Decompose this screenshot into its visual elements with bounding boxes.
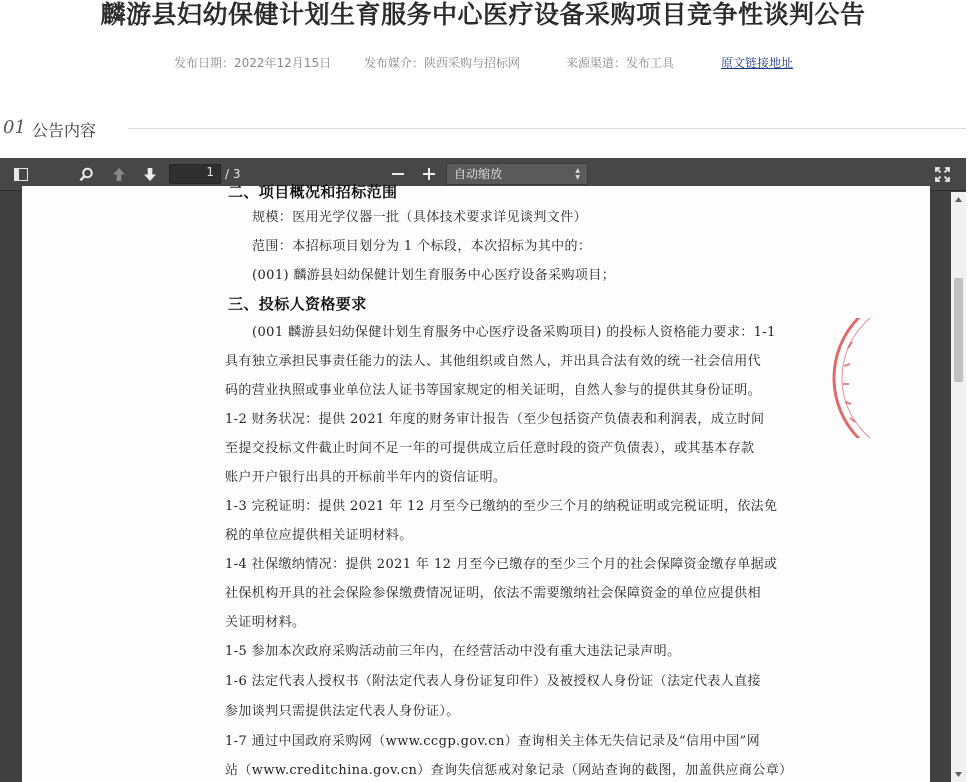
zoom-select[interactable] <box>446 163 588 185</box>
meta-row <box>0 54 966 70</box>
original-link[interactable]: 原文链接地址 <box>721 56 794 70</box>
document-area <box>0 183 966 782</box>
scroll-down-icon[interactable] <box>951 767 966 782</box>
section-divider <box>128 128 966 129</box>
doc-line: 1-2 财务状况：提供 2021 年度的财务审计报告（至少包括资产负债表和利润表，成立时间 <box>225 412 765 427</box>
doc-line: 范围：本招标项目划分为 1 个标段，本次招标为其中的： <box>252 239 592 254</box>
doc-line: 站（www.creditchina.gov.cn）查询失信惩戒对象记录（网站查询的截图，加盖供应商公章） <box>225 763 793 778</box>
doc-line: 1-5 参加本次政府采购活动前三年内，在经营活动中没有重大违法记录声明。 <box>225 644 681 659</box>
red-seal-stamp <box>830 318 890 438</box>
scroll-thumb[interactable] <box>954 278 963 382</box>
doc-line: 社保机构开具的社会保险参保缴费情况证明，依法不需要缴纳社会保障资金的单位应提供相 <box>225 586 762 601</box>
doc-line: 码的营业执照或事业单位法人证书等国家规定的相关证明，自然人参与的提供其身份证明。 <box>225 383 762 398</box>
doc-line: 参加谈判只需提供法定代表人身份证）。 <box>225 704 460 719</box>
doc-line: 1-4 社保缴纳情况：提供 2021 年 12 月至今已缴存的至少三个月的社会保障资金缴存单据或 <box>225 557 778 572</box>
section-label: 公告内容 <box>32 121 97 140</box>
plus-icon[interactable] <box>417 163 441 185</box>
doc-line: 税的单位应提供相关证明材料。 <box>225 528 413 543</box>
arrow-up-icon[interactable] <box>107 163 131 185</box>
doc-line: 规模：医用光学仪器一批（具体技术要求详见谈判文件） <box>252 210 588 225</box>
doc-line: 具有独立承担民事责任能力的法人、其他组织或自然人，并出具合法有效的统一社会信用代 <box>225 354 762 369</box>
pdf-viewer <box>0 158 966 782</box>
doc-line: 账户开户银行出具的开标前半年内的资信证明。 <box>225 470 507 485</box>
search-icon[interactable] <box>74 163 98 185</box>
doc-line: (001 麟游县妇幼保健计划生育服务中心医疗设备采购项目) 的投标人资格能力要求：1-1 <box>252 325 776 340</box>
fullscreen-icon[interactable] <box>930 163 954 185</box>
doc-heading-3: 三、投标人资格要求 <box>228 295 367 313</box>
doc-line: 1-7 通过中国政府采购网（www.ccgp.gov.cn）查询相关主体无失信记录及“信用中国”网 <box>225 734 761 749</box>
doc-line: 至提交投标文件截止时间不足一年的可提供成立后任意时段的资产负债表），或其基本存款 <box>225 441 755 456</box>
sidebar-toggle-icon[interactable] <box>9 163 33 185</box>
doc-line: (001) 麟游县妇幼保健计划生育服务中心医疗设备采购项目； <box>252 268 616 283</box>
page-title: 麟游县妇幼保健计划生育服务中心医疗设备采购项目竞争性谈判公告 <box>100 0 866 29</box>
doc-line: 1-6 法定代表人授权书（附法定代表人身份证复印件）及被授权人身份证（法定代表人直接 <box>225 674 761 689</box>
section-number: 01 <box>3 117 26 138</box>
doc-line: 关证明材料。 <box>225 615 306 630</box>
scroll-up-icon[interactable] <box>951 192 966 207</box>
page-number-input[interactable]: 1 <box>169 164 221 184</box>
source-channel: 来源渠道：发布工具 <box>566 56 675 70</box>
document-page <box>22 183 930 782</box>
doc-heading-2: 二、项目概况和招标范围 <box>228 183 398 201</box>
section-header <box>0 117 966 139</box>
doc-line: 1-3 完税证明：提供 2021 年 12 月至今已缴纳的至少三个月的纳税证明或完税证明，依法免 <box>225 499 778 514</box>
page-total: / 3 <box>225 167 241 181</box>
select-arrows-icon: ▲ ▼ <box>575 167 580 181</box>
zoom-value: 自动缩放 <box>454 167 503 181</box>
publish-date: 发布日期：2022年12月15日 <box>174 56 332 70</box>
arrow-down-icon[interactable] <box>138 163 162 185</box>
publish-media: 发布媒介：陕西采购与招标网 <box>364 56 521 70</box>
document-scrollbar[interactable] <box>951 192 966 782</box>
